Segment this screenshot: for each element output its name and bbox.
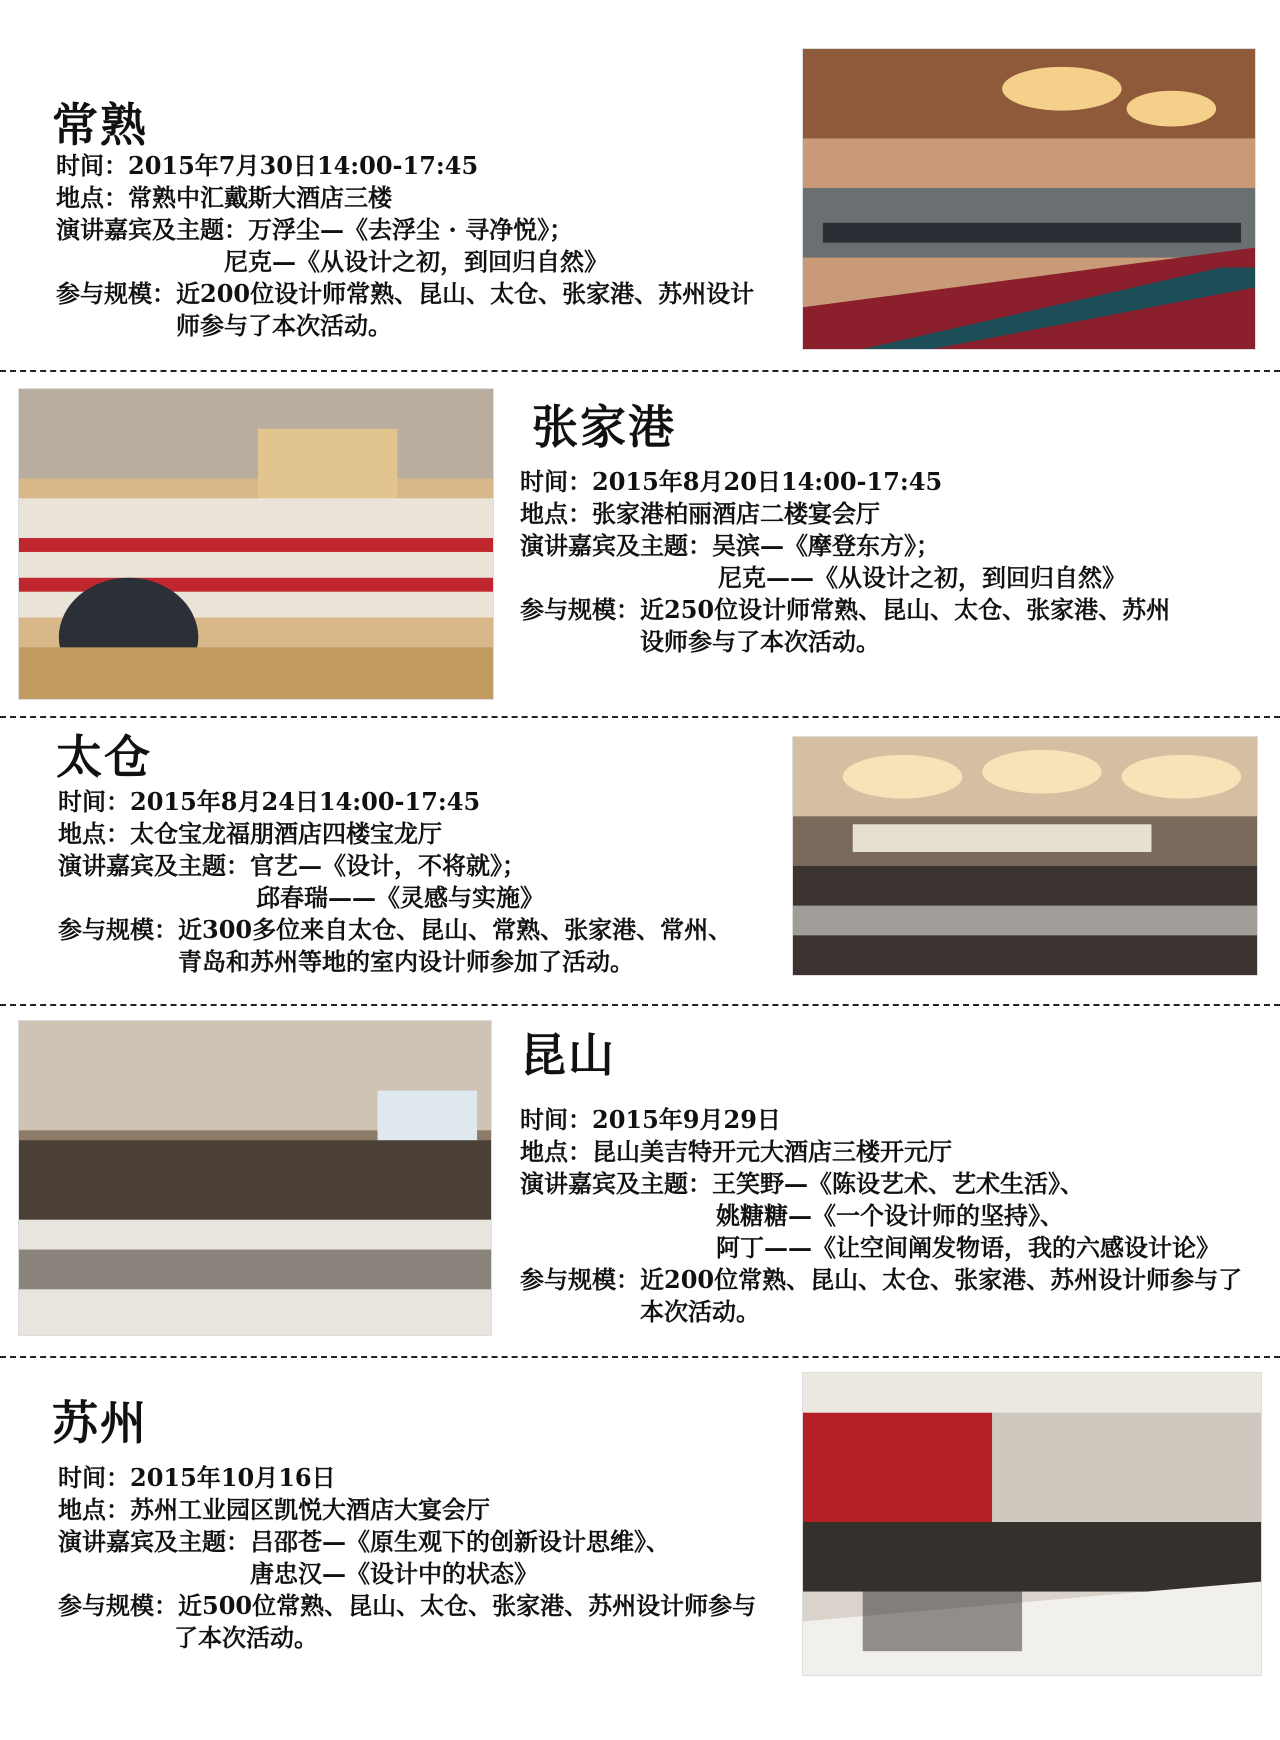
event-speaker: 演讲嘉宾及主题：吕邵苍—《原生观下的创新设计思维》、 (58, 1527, 670, 1556)
event-info (58, 786, 732, 978)
event-time: 时间：2015年7月30日14:00-17:45 (56, 151, 479, 180)
event-info (520, 1104, 1242, 1328)
event-speaker: 演讲嘉宾及主题：万浮尘—《去浮尘 · 寻净悦》； (56, 215, 574, 244)
event-speaker: 尼克——《从设计之初，到回归自然》 (718, 563, 1126, 592)
audience-photo (18, 388, 494, 700)
event-scale: 设师参与了本次活动。 (640, 627, 880, 656)
event-place: 地点：常熟中汇戴斯大酒店三楼 (56, 183, 392, 212)
event-scale: 青岛和苏州等地的室内设计师参加了活动。 (178, 947, 634, 976)
event-scale: 参与规模：近250位设计师常熟、昆山、太仓、张家港、苏州 (520, 595, 1171, 624)
event-scale: 参与规模：近500位常熟、昆山、太仓、张家港、苏州设计师参与 (58, 1591, 757, 1620)
event-speaker: 邱春瑞——《灵感与实施》 (256, 883, 544, 912)
event-speaker: 阿丁——《让空间阐发物语，我的六感设计论》 (716, 1233, 1220, 1262)
city-title: 苏州 (52, 1396, 148, 1450)
event-time: 时间：2015年10月16日 (58, 1463, 336, 1492)
event-place: 地点：苏州工业园区凯悦大酒店大宴会厅 (58, 1495, 490, 1524)
city-title: 张家港 (532, 400, 676, 454)
event-speaker: 尼克—《从设计之初，到回归自然》 (224, 247, 608, 276)
city-title: 昆山 (520, 1028, 616, 1082)
event-speaker: 演讲嘉宾及主题：王笑野—《陈设艺术、艺术生活》、 (520, 1169, 1084, 1198)
event-scale: 参与规模：近200位常熟、昆山、太仓、张家港、苏州设计师参与了 (520, 1265, 1243, 1294)
section-divider (0, 716, 1280, 718)
ballroom-photo (792, 736, 1258, 976)
section-divider (0, 370, 1280, 372)
city-title: 太仓 (56, 730, 152, 784)
event-speaker: 姚糖糖—《一个设计师的坚持》、 (716, 1201, 1064, 1230)
section-divider (0, 1004, 1280, 1006)
event-time: 时间：2015年9月29日 (520, 1105, 781, 1134)
event-scale: 本次活动。 (640, 1297, 760, 1326)
event-place: 地点：太仓宝龙福朋酒店四楼宝龙厅 (58, 819, 442, 848)
city-title: 常熟 (52, 98, 148, 152)
event-scale: 了本次活动。 (174, 1623, 318, 1652)
event-scale: 师参与了本次活动。 (176, 311, 392, 340)
event-time: 时间：2015年8月24日14:00-17:45 (58, 787, 481, 816)
event-speaker: 演讲嘉宾及主题：吴滨—《摩登东方》； (520, 531, 940, 560)
event-scale: 参与规模：近200位设计师常熟、昆山、太仓、张家港、苏州设计 (56, 279, 755, 308)
event-place: 地点：昆山美吉特开元大酒店三楼开元厅 (520, 1137, 952, 1166)
event-info (56, 150, 754, 342)
event-scale: 参与规模：近300多位来自太仓、昆山、常熟、张家港、常州、 (58, 915, 733, 944)
event-place: 地点：张家港柏丽酒店二楼宴会厅 (520, 499, 880, 528)
event-speaker: 唐忠汉—《设计中的状态》 (250, 1559, 538, 1588)
conference-hall-photo (802, 48, 1256, 350)
event-speaker: 演讲嘉宾及主题：官艺—《设计，不将就》； (58, 851, 526, 880)
section-divider (0, 1356, 1280, 1358)
event-info (520, 466, 1170, 658)
seminar-photo (18, 1020, 492, 1336)
banquet-hall-photo (802, 1372, 1262, 1676)
event-time: 时间：2015年8月20日14:00-17:45 (520, 467, 943, 496)
event-info (58, 1462, 756, 1654)
